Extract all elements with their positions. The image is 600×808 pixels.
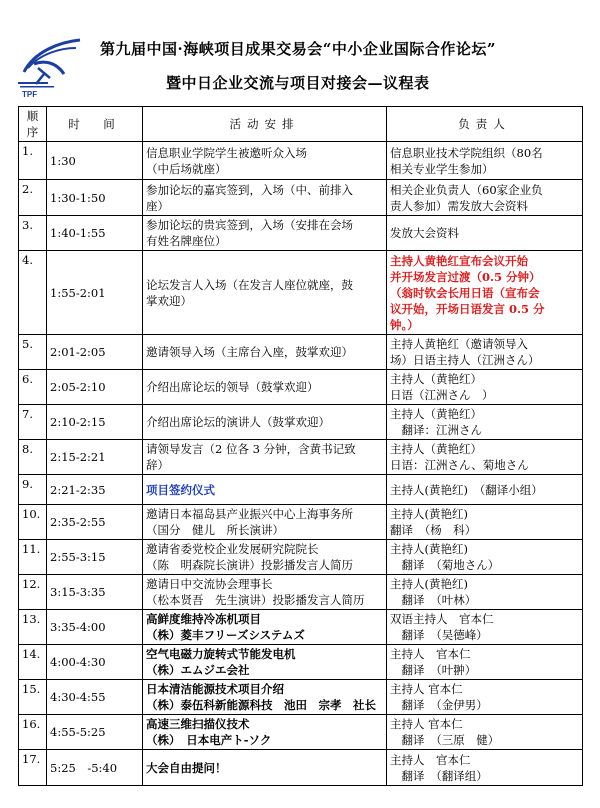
table-header-row xyxy=(19,107,583,142)
owner-line: 主持人 官本仁 xyxy=(390,752,471,767)
row-owner xyxy=(387,370,583,405)
table-row xyxy=(19,475,583,505)
owner-line: 主持人黄艳红宣布会议开始 xyxy=(390,253,528,268)
row-activity xyxy=(143,405,387,440)
activity-line: 掌欢迎） xyxy=(146,293,192,308)
agenda-table xyxy=(18,106,583,786)
activity-line: （国分 健儿 所长演讲） xyxy=(146,523,284,537)
row-owner xyxy=(387,142,583,180)
activity-line: （株）エムジエ会社 xyxy=(146,663,250,677)
activity-line: 高鲜度维持冷冻机项目 xyxy=(146,612,261,626)
row-activity xyxy=(143,645,387,680)
activity-line: 座） xyxy=(146,198,169,213)
activity-line: 邀请领导入场（主席台入座，鼓掌欢迎） xyxy=(146,345,353,359)
row-number: 5. xyxy=(19,335,47,370)
row-number: 4. xyxy=(19,251,47,335)
owner-line: 钟。） xyxy=(390,317,419,332)
owner-line: 主持人(黄艳红) xyxy=(390,542,468,556)
activity-line: 高速三维扫描仪技术 xyxy=(146,717,250,731)
row-owner xyxy=(387,575,583,610)
table-row xyxy=(19,540,583,575)
table-row xyxy=(19,505,583,540)
table-row xyxy=(19,251,583,335)
header-order: 顺序 xyxy=(19,107,47,142)
table-row xyxy=(19,575,583,610)
row-owner xyxy=(387,216,583,251)
row-time: 2:21-2:35 xyxy=(47,475,143,505)
table-row xyxy=(19,142,583,180)
table-row xyxy=(19,216,583,251)
row-time: 2:01-2:05 xyxy=(47,335,143,370)
row-time: 2:35-2:55 xyxy=(47,505,143,540)
owner-line: 相关专业学生参加） xyxy=(390,161,494,176)
activity-line: 项目签约仪式 xyxy=(146,482,215,497)
row-number: 6. xyxy=(19,370,47,405)
row-owner xyxy=(387,335,583,370)
page-title: 第九届中国·海峡项目成果交易会“中小企业国际合作论坛” xyxy=(100,40,496,58)
row-activity xyxy=(143,370,387,405)
owner-line: 翻译 （杨 科） xyxy=(390,523,477,537)
row-time: 4:00-4:30 xyxy=(47,645,143,680)
row-owner xyxy=(387,750,583,786)
row-activity xyxy=(143,610,387,645)
row-time: 3:35-4:00 xyxy=(47,610,143,645)
activity-line: 空气电磁力旋转式节能发电机 xyxy=(146,647,296,661)
row-number: 3. xyxy=(19,216,47,251)
row-owner xyxy=(387,645,583,680)
row-number: 11. xyxy=(19,540,47,575)
row-activity xyxy=(143,715,387,750)
row-activity xyxy=(143,575,387,610)
row-time: 4:30-4:55 xyxy=(47,680,143,715)
row-time: 1:55-2:01 xyxy=(47,251,143,335)
activity-line: （株）菱丰フリーズシステムズ xyxy=(146,628,305,642)
owner-line: 信息职业技术学院组织（80名 xyxy=(390,145,543,160)
owner-line: 主持人（黄艳红） xyxy=(390,407,482,421)
table-row xyxy=(19,610,583,645)
activity-line: 辞） xyxy=(146,458,169,472)
owner-line: 发放大会资料 xyxy=(390,226,459,240)
activity-line: 信息职业学院学生被邀听众入场 xyxy=(146,145,307,160)
row-time: 1:40-1:55 xyxy=(47,216,143,251)
row-activity xyxy=(143,335,387,370)
row-owner xyxy=(387,440,583,475)
owner-line: 翻译 （金伊男） xyxy=(390,698,488,712)
owner-line: 主持人（黄艳红） xyxy=(390,442,482,456)
owner-line: 主持人 官本仁 xyxy=(390,682,463,696)
row-owner xyxy=(387,251,583,335)
row-time: 1:30-1:50 xyxy=(47,180,143,216)
row-activity xyxy=(143,142,387,180)
row-activity xyxy=(143,750,387,786)
row-number: 2. xyxy=(19,180,47,216)
table-row xyxy=(19,645,583,680)
header-time: 时 间 xyxy=(47,107,143,142)
activity-line: 论坛发言人入场（在发言人座位就座，鼓 xyxy=(146,277,353,292)
row-activity xyxy=(143,251,387,335)
table-row xyxy=(19,440,583,475)
table-row xyxy=(19,180,583,216)
owner-line: 日语（江洲さん ） xyxy=(390,388,494,402)
activity-line: 邀请省委党校企业发展研究院院长 xyxy=(146,542,319,556)
activity-line: 介绍出席论坛的演讲人（鼓掌欢迎） xyxy=(146,415,330,429)
activity-line: （株） 日本电产ト-ソク xyxy=(146,733,272,747)
row-number: 7. xyxy=(19,405,47,440)
owner-line: 翻译 （吴德峰） xyxy=(390,628,488,642)
owner-line: 日语：江洲さん、菊地さん xyxy=(390,458,529,472)
row-owner xyxy=(387,180,583,216)
owner-line: 主持人(黄艳红) xyxy=(390,577,468,591)
activity-line: （株）泰伍科新能源科技 池田 宗孝 社长 xyxy=(146,698,376,712)
activity-line: 参加论坛的嘉宾签到，入场（中、前排入 xyxy=(146,182,353,197)
activity-line: （松本贤吾 先生演讲）投影播发言人简历 xyxy=(146,593,365,607)
row-owner xyxy=(387,540,583,575)
row-number: 14. xyxy=(19,645,47,680)
row-number: 13. xyxy=(19,610,47,645)
activity-line: 请领导发言（2 位各 3 分钟，含黄书记致 xyxy=(146,442,356,456)
activity-line: 参加论坛的贵宾签到，入场（安排在会场 xyxy=(146,218,353,232)
header-owner: 负责人 xyxy=(387,107,583,142)
row-activity xyxy=(143,440,387,475)
row-number: 15. xyxy=(19,680,47,715)
row-activity xyxy=(143,180,387,216)
row-activity xyxy=(143,540,387,575)
activity-line: （陈 明森院长演讲）投影播发言人简历 xyxy=(146,558,353,572)
row-time: 2:55-3:15 xyxy=(47,540,143,575)
activity-line: （中后场就座） xyxy=(146,161,227,176)
row-owner xyxy=(387,715,583,750)
owner-line: 翻译 （菊地さん） xyxy=(390,558,500,572)
row-number: 8. xyxy=(19,440,47,475)
row-number: 1. xyxy=(19,142,47,180)
activity-line: 大会自由提问！ xyxy=(146,760,227,775)
owner-line: 翻译 （叶林） xyxy=(390,593,477,607)
row-time: 2:10-2:15 xyxy=(47,405,143,440)
activity-line: 邀请日本福岛县产业振兴中心上海事务所 xyxy=(146,507,353,521)
owner-line: 翻译 （三原 健） xyxy=(390,733,500,747)
owner-line: 并开场发言过渡（0.5 分钟） xyxy=(390,269,541,284)
row-time: 4:55-5:25 xyxy=(47,715,143,750)
owner-line: （翁时钦会长用日语（宣布会 xyxy=(390,285,540,300)
row-owner xyxy=(387,405,583,440)
activity-line: 有姓名牌座位） xyxy=(146,234,227,248)
row-time: 5:25 -5:40 xyxy=(47,750,143,786)
tpf-logo xyxy=(14,34,84,100)
row-number: 9. xyxy=(19,475,47,505)
table-row xyxy=(19,370,583,405)
table-row xyxy=(19,405,583,440)
owner-line: 主持人（黄艳红） xyxy=(390,372,482,386)
activity-line: 邀请日中交流协会理事长 xyxy=(146,577,273,591)
table-row xyxy=(19,680,583,715)
header-activity: 活动安排 xyxy=(143,107,387,142)
owner-line: 主持人黄艳红（邀请领导入 xyxy=(390,337,528,351)
owner-line: 翻译 （叶翀） xyxy=(390,663,477,677)
owner-line: 场）日语主持人（江洲さん） xyxy=(390,353,540,367)
row-number: 16. xyxy=(19,715,47,750)
table-row xyxy=(19,335,583,370)
table-row xyxy=(19,715,583,750)
owner-line: 翻译 （翻译组） xyxy=(390,768,488,783)
row-number: 12. xyxy=(19,575,47,610)
row-owner xyxy=(387,680,583,715)
row-time: 2:15-2:21 xyxy=(47,440,143,475)
owner-line: 相关企业负责人（60家企业负 xyxy=(390,182,543,197)
row-owner xyxy=(387,505,583,540)
row-activity xyxy=(143,216,387,251)
owner-line: 议开始，开场日语发言 0.5 分 xyxy=(390,301,545,316)
row-owner xyxy=(387,610,583,645)
row-time: 1:30 xyxy=(47,142,143,180)
activity-line: 日本清洁能源技术项目介绍 xyxy=(146,682,284,696)
row-number: 17. xyxy=(19,750,47,786)
svg-text:TPF: TPF xyxy=(22,90,38,99)
activity-line: 介绍出席论坛的领导（鼓掌欢迎） xyxy=(146,380,319,394)
row-activity xyxy=(143,475,387,505)
row-owner xyxy=(387,475,583,505)
owner-line: 主持人 官本仁 xyxy=(390,717,463,731)
table-row xyxy=(19,750,583,786)
row-activity xyxy=(143,505,387,540)
page-subtitle: 暨中日企业交流与项目对接会—议程表 xyxy=(166,74,430,92)
owner-line: 双语主持人 官本仁 xyxy=(390,612,494,626)
owner-line: 主持人 官本仁 xyxy=(390,647,471,661)
row-number: 10. xyxy=(19,505,47,540)
owner-line: 主持人(黄艳红) （翻译小组） xyxy=(390,482,543,497)
row-time: 3:15-3:35 xyxy=(47,575,143,610)
owner-line: 翻译：江洲さん xyxy=(390,423,482,437)
row-time: 2:05-2:10 xyxy=(47,370,143,405)
owner-line: 主持人(黄艳红) xyxy=(390,507,468,521)
row-activity xyxy=(143,680,387,715)
owner-line: 责人参加）需发放大会资料 xyxy=(390,198,528,213)
